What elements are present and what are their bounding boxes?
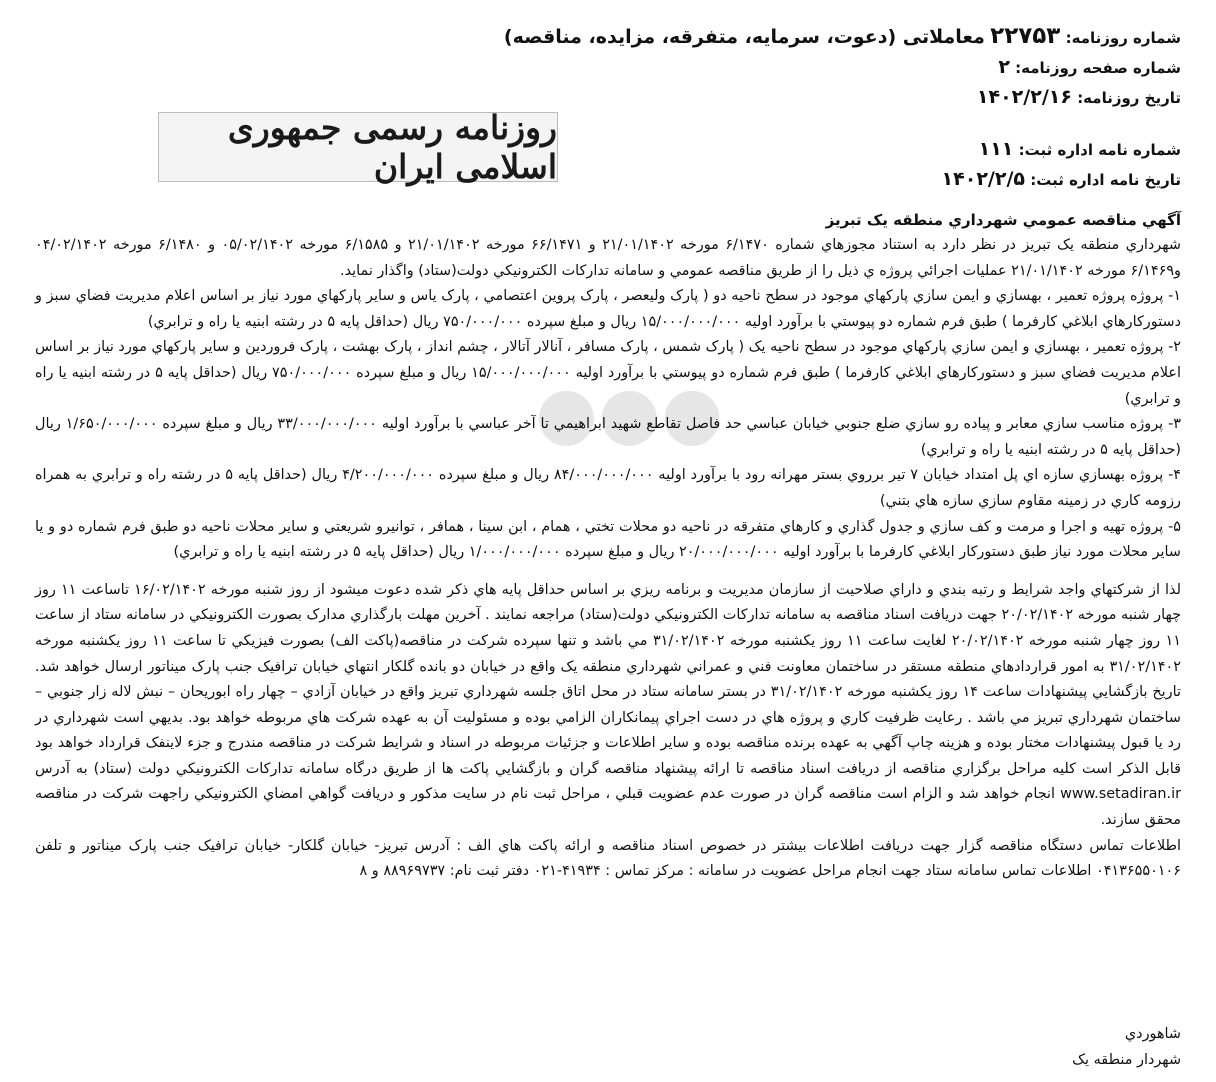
paper-date: ۱۴۰۲/۲/۱۶ (976, 86, 1072, 108)
reg-date-line (681, 165, 1181, 195)
registration-info (681, 135, 1181, 195)
page-number-line (421, 53, 1181, 83)
notice-body (35, 207, 1181, 885)
gazette-logo: روزنامه رسمی جمهوری اسلامی ایران (158, 112, 558, 182)
contact-info: اطلاعات تماس دستگاه مناقصه گزار جهت دريافت اطلاعات بيشتر در خصوص اسناد مناقصه و ارائه پاکت هاي الف : آدرس تبريز- خيابان گلکار- خيابان ترافيک جنب پارک ميناتور و تلفن ۰۴۱۳۶۵۵۰۱۰۶ اطلاعات تماس سامانه ستاد جهت انجام مراحل عضويت در سامانه : مرکز تماس : ۴۱۹۳۴-۰۲۱ دفتر ثبت نام: ۸۸۹۶۹۷۳۷ و ۸ (35, 837, 1181, 880)
reg-number-line (681, 135, 1181, 165)
project-item-4: ۴- پروژه بهسازي سازه اي پل امتداد خيابان ۷ تير برروي بستر مهرانه رود با برآورد اوليه ۸۴/۰۰۰/۰۰۰/۰۰۰ ريال و مبلغ سپرده ۴/۲۰۰/۰۰۰/۰۰۰ ريال (حداقل پايه ۵ در رشته راه و ترابري به همراه رزومه کاري در زمينه مقاوم سازي سازه هاي بتني) (35, 467, 1182, 509)
notice-intro: شهرداري منطقه يک تبريز در نظر دارد به استناد مجوزهاي شماره ۶/۱۴۷۰ مورخه ۲۱/۰۱/۱۴۰۲ و ۶۶/۱۴۷۱ مورخه ۲۱/۰۱/۱۴۰۲ و ۶/۱۵۸۵ مورخه ۰۵/۰۲/۱۴۰۲ و ۶/۱۴۸۰ مورخه ۰۴/۰۲/۱۴۰۲ و۶/۱۴۶۹ مورخه ۲۱/۰۱/۱۴۰۲ عمليات اجرائي پروژه ي ذيل را از طريق مناقصه عمومي و سامانه تدارکات الکترونيکي دولت(ستاد) واگذار نمايد. (35, 237, 1181, 279)
reg-date: ۱۴۰۲/۲/۵ (941, 168, 1025, 190)
project-item-1: ۱- پروژه پروژه تعمير ، بهسازي و ايمن سازي پارکهاي موجود در سطح ناحيه دو ( پارک وليعصر ، پارک پروين اعتصامي ، پارک ياس و ساير پارکهاي مورد نياز بر اساس اعلام مديريت فضاي سبز و دستورکارهاي ابلاغي کارفرما ) طبق فرم شماره دو پيوستي با برآورد اوليه ۱۵/۰۰۰/۰۰۰/۰۰۰ ريال و مبلغ سپرده ۷۵۰/۰۰۰/۰۰۰ ريال (حداقل پايه ۵ در رشته ابنيه يا راه و ترابري) (35, 288, 1181, 330)
reg-number: ۱۱۱ (978, 138, 1014, 160)
signature-block (1072, 1021, 1181, 1073)
paper-number: ۲۲۷۵۳ (990, 23, 1061, 49)
project-item-3: ۳- پروژه مناسب سازي معابر و پياده رو سازي ضلع جنوبي خيابان عباسي حد فاصل تقاطع شهيد ابراهيمي تا آخر عباسي با برآورد اوليه ۳۳/۰۰۰/۰۰۰/۰۰۰ ريال و مبلغ سپرده ۱/۶۵۰/۰۰۰/۰۰۰ ريال (حداقل پايه ۵ در رشته ابنيه يا راه و ترابري) (35, 416, 1181, 458)
notice-details: لذا از شرکتهاي واجد شرايط و رتبه بندي و داراي صلاحيت از سازمان مديريت و برنامه ريزي بر اساس حداقل پايه هاي ذکر شده دعوت ميشود از روز شنبه مورخه ۱۶/۰۲/۱۴۰۲ تاساعت ۱۱ روز چهار شنبه مورخه ۲۰/۰۲/۱۴۰۲ جهت دريافت اسناد مناقصه به سامانه تدارکات الکترونيکي دولت(ستاد) مراجعه نمايند . آخرين مهلت بارگذاري مدارک بصورت الکترونيکي در سامانه ستاد از ساعت ۱۱ روز چهار شنبه مورخه ۲۰/۰۲/۱۴۰۲ لغايت ساعت ۱۱ روز يکشنبه مورخه ۳۱/۰۲/۱۴۰۲ مي باشد و تنها سپرده شرکت در مناقصه(پاکت الف) بصورت فيزيکي تا ساعت ۱۱ روز يکشنبه مورخه ۳۱/۰۲/۱۴۰۲ به امور قراردادهاي منطقه مستقر در ساختمان معاونت فني و عمراني شهرداري منطقه يک واقع در خيابان دو بانده گلکار انتهاي خيابان ترافيک جنب پارک ميناتور ارسال خواهد شد. تاريخ بازگشايي پيشنهادات ساعت ۱۴ روز يکشنبه مورخه ۳۱/۰۲/۱۴۰۲ در بستر سامانه ستاد در محل اتاق جلسه شهرداري تبريز واقع در خيابان آزادي – چهار راه ابوريحان – نبش لاله زار جنوبي – ساختمان شهرداري تبريز مي باشد . رعايت ظرفيت کاري و پروژه هاي در دست اجراي پيمانکاران الزامي بوده و مسئوليت آن به عهده شرکت هاي مربوطه خواهد بود. بديهي است شهرداري در رد يا قبول پيشنهادات مختار بوده و هزينه چاپ آگهي به عهده برنده مناقصه بوده و ساير اطلاعات و جزئيات مربوطه در اسناد و شرايط شرکت در مناقصه مندرج و جزء لاينفک قرارداد خواهد بود قابل الذکر است کليه مراحل برگزاري مناقصه از دريافت اسناد مناقصه تا ارائه پيشنهاد مناقصه گران و بازگشايي پاکت ها از طريق درگاه سامانه تدارکات الکترونيکي دولت (ستاد) به آدرس www.setadiran.ir انجام خواهد شد و الزام است مناقصه گران در صورت عدم عضويت قبلي ، مراحل ثبت نام در سايت مذکور و دريافت گواهي امضاي الکترونيکي راجهت شرکت در مناقصه محقق سازند. (35, 581, 1182, 829)
gazette-header (421, 22, 1181, 113)
paper-number-label: شماره روزنامه: (1065, 29, 1181, 47)
paper-title: معاملاتی (دعوت، سرمایه، متفرقه، مزایده، مناقصه) (503, 26, 985, 48)
watermark-logo-shape: ●●● (535, 370, 724, 454)
page-number-label: شماره صفحه روزنامه: (1015, 59, 1181, 77)
page-number: ۲ (998, 56, 1010, 78)
signatory-position: شهردار منطقه يک (1072, 1052, 1181, 1068)
paper-number-line (421, 22, 1181, 53)
project-item-2: ۲- پروژه تعمير ، بهسازي و ايمن سازي پارکهاي موجود در سطح ناحيه يک ( پارک شمس ، پارک مسافر ، آنالار آتالار ، چشم انداز ، پارک بهشت ، پارک فروردين و ساير پارکهاي مورد نياز بر اساس اعلام مديريت فضاي سبز و دستورکارهاي ابلاغي کارفرما ) طبق فرم شماره دو پيوستي با برآورد اوليه ۱۵/۰۰۰/۰۰۰/۰۰۰ ريال و مبلغ سپرده ۷۵۰/۰۰۰/۰۰۰ ريال (حداقل پايه ۵ در رشته ابنيه يا راه و ترابري) (35, 339, 1182, 407)
paragraph-gap (35, 566, 1181, 578)
reg-number-label: شماره نامه اداره ثبت: (1018, 141, 1181, 159)
notice-title: آگهي مناقصه عمومي شهرداري منطقه يک تبريز (825, 211, 1181, 229)
project-item-5: ۵- پروژه تهيه و اجرا و مرمت و کف سازي و جدول گذاري و کارهاي متفرقه در ناحيه دو محلات تختي ، همام ، ابن سينا ، همافر ، توانيرو شريعتي و ساير محلات ناحيه دو طبق فرم شماره دو و يا ساير محلات مورد نياز طبق دستورکار ابلاغي کارفرما با برآورد اوليه ۲۰/۰۰۰/۰۰۰/۰۰۰ ريال و مبلغ سپرده ۱/۰۰۰/۰۰۰/۰۰۰ ريال (حداقل پايه ۵ در رشته ابنيه يا راه و ترابري) (35, 518, 1181, 561)
paper-date-label: تاریخ روزنامه: (1077, 89, 1181, 107)
reg-date-label: تاریخ نامه اداره ثبت: (1030, 171, 1181, 189)
signatory-name: شاهوردي (1124, 1026, 1181, 1042)
